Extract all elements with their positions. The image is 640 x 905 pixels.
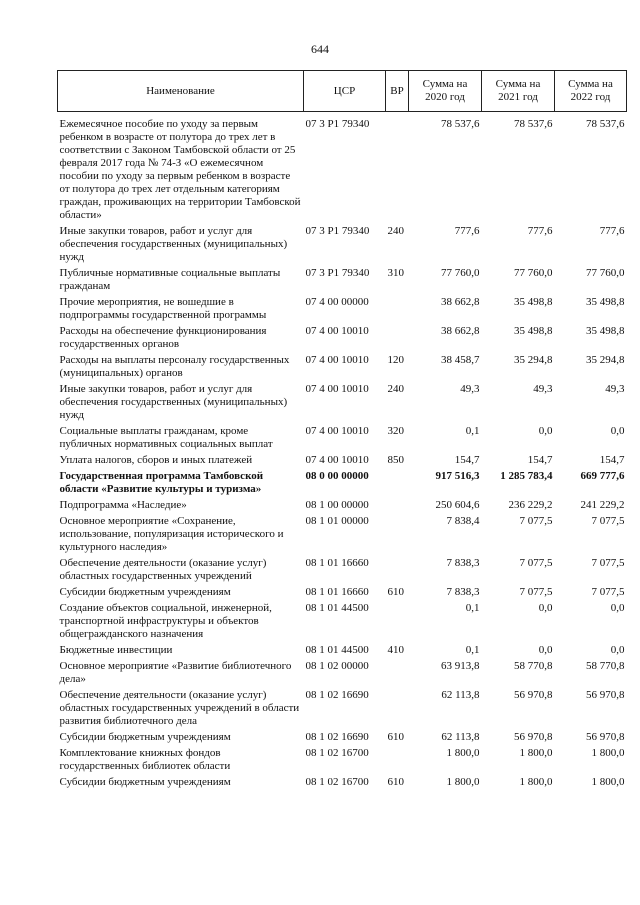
- table-row: [58, 112, 627, 225]
- table-header-row: [58, 71, 627, 112]
- row-vr: [386, 295, 409, 324]
- row-name: Иные закупки товаров, работ и услуг для обеспечения государственных (муниципальных) нужд: [59, 383, 288, 421]
- row-name: Бюджетные инвестиции: [59, 644, 173, 656]
- row-csr: 07 4 00 10010: [305, 454, 369, 466]
- row-name: Ежемесячное пособие по уходу за первым ребенком в возрасте от полутора до трех лет в соответствии с Законом Тамбовской области от 25 февраля 2017 года № 74-З «О ежемесячном пособии по уходу за первым ребенком в возрасте от полутора до трех лет отдельным категориям граждан, проживающих на территории Тамбовской области»: [59, 118, 301, 221]
- table-row: [58, 453, 627, 469]
- header-name: Наименование: [58, 71, 304, 112]
- row-name: Комплектование книжных фондов государственных библиотек области: [59, 747, 231, 772]
- row-name: Создание объектов социальной, инженерной, транспортной инфраструктуры и объектов общегражданского назначения: [59, 602, 272, 640]
- row-sum-2021: 1 800,0: [519, 776, 553, 788]
- row-sum-2020: 77 760,0: [441, 267, 480, 279]
- page-number: 644: [311, 42, 329, 56]
- header-sum-2020: Сумма на 2020 год: [409, 71, 482, 112]
- table-row: [58, 224, 627, 266]
- row-name: Основное мероприятие «Сохранение, использование, популяризация исторического и культурного наследия»: [59, 515, 284, 553]
- row-sum-2020: 917 516,3: [435, 470, 480, 482]
- row-vr: 240: [387, 383, 404, 395]
- row-csr: 07 4 00 10010: [305, 425, 369, 437]
- row-sum-2022: 669 777,6: [580, 470, 625, 482]
- row-name: Расходы на выплаты персоналу государственных (муниципальных) органов: [59, 354, 290, 379]
- row-sum-2020: 38 662,8: [441, 325, 480, 337]
- row-sum-2022: 35 498,8: [586, 296, 625, 308]
- row-sum-2021: 56 970,8: [514, 689, 553, 701]
- row-csr: 07 3 P1 79340: [305, 118, 370, 130]
- row-sum-2021: 35 294,8: [514, 354, 553, 366]
- row-csr: 08 1 01 16660: [305, 586, 369, 598]
- row-sum-2021: 56 970,8: [514, 731, 553, 743]
- row-sum-2022: 49,3: [605, 383, 625, 395]
- row-csr: 08 1 01 44500: [305, 602, 369, 614]
- row-csr: 08 1 00 00000: [305, 499, 369, 511]
- row-csr: 08 0 00 00000: [305, 470, 369, 482]
- row-csr: 08 1 02 16700: [305, 747, 369, 759]
- row-csr: 07 3 P1 79340: [305, 225, 370, 237]
- table-row: [58, 266, 627, 295]
- row-name: Обеспечение деятельности (оказание услуг) областных государственных учреждений: [59, 557, 267, 582]
- header-sum-2022: Сумма на 2022 год: [555, 71, 627, 112]
- row-name: Подпрограмма «Наследие»: [59, 499, 187, 511]
- row-csr: 08 1 02 00000: [305, 660, 369, 672]
- row-sum-2020: 49,3: [460, 383, 480, 395]
- row-sum-2020: 250 604,6: [435, 499, 480, 511]
- row-csr: 07 4 00 10010: [305, 354, 369, 366]
- row-sum-2020: 7 838,4: [446, 515, 480, 527]
- table-row: [58, 382, 627, 424]
- row-vr: [386, 514, 409, 556]
- row-sum-2021: 236 229,2: [508, 499, 553, 511]
- row-vr: 320: [387, 425, 404, 437]
- row-vr: [386, 601, 409, 643]
- row-vr: [386, 112, 409, 225]
- row-name: Иные закупки товаров, работ и услуг для обеспечения государственных (муниципальных) нужд: [59, 225, 288, 263]
- row-sum-2022: 35 498,8: [586, 325, 625, 337]
- table-row: [58, 643, 627, 659]
- table-row: [58, 424, 627, 453]
- row-sum-2020: 0,1: [465, 602, 480, 614]
- row-csr: 08 1 02 16690: [305, 689, 369, 701]
- table-row: [58, 746, 627, 775]
- row-name: Субсидии бюджетным учреждениям: [59, 776, 231, 788]
- row-sum-2022: 7 077,5: [591, 557, 625, 569]
- row-vr: [386, 556, 409, 585]
- row-sum-2021: 0,0: [538, 425, 553, 437]
- row-sum-2020: 0,1: [465, 425, 480, 437]
- row-sum-2022: 78 537,6: [586, 118, 625, 130]
- row-name: Прочие мероприятия, не вошедшие в подпрограммы государственной программы: [59, 296, 267, 321]
- row-sum-2021: 77 760,0: [514, 267, 553, 279]
- row-sum-2021: 0,0: [538, 602, 553, 614]
- row-csr: 07 4 00 10010: [305, 383, 369, 395]
- row-sum-2021: 58 770,8: [514, 660, 553, 672]
- table-row: [58, 688, 627, 730]
- table-row: [58, 498, 627, 514]
- row-csr: 08 1 02 16700: [305, 776, 369, 788]
- row-sum-2020: 38 662,8: [441, 296, 480, 308]
- row-name: Публичные нормативные социальные выплаты гражданам: [59, 267, 281, 292]
- row-vr: 850: [387, 454, 404, 466]
- table-body: [58, 112, 627, 792]
- header-vr: ВР: [386, 71, 409, 112]
- table-row: [58, 775, 627, 791]
- row-vr: 120: [387, 354, 404, 366]
- row-vr: [386, 469, 409, 498]
- row-sum-2022: 56 970,8: [586, 731, 625, 743]
- row-csr: 07 3 P1 79340: [305, 267, 370, 279]
- table-row: [58, 556, 627, 585]
- row-sum-2020: 63 913,8: [441, 660, 480, 672]
- row-vr: 310: [387, 267, 404, 279]
- row-sum-2022: 1 800,0: [591, 776, 625, 788]
- row-name: Уплата налогов, сборов и иных платежей: [59, 454, 253, 466]
- row-sum-2021: 78 537,6: [514, 118, 553, 130]
- row-vr: 240: [387, 225, 404, 237]
- row-sum-2022: 7 077,5: [591, 586, 625, 598]
- row-csr: 08 1 02 16690: [305, 731, 369, 743]
- row-sum-2020: 62 113,8: [441, 731, 480, 743]
- row-vr: [386, 498, 409, 514]
- table-row: [58, 730, 627, 746]
- row-vr: [386, 324, 409, 353]
- table-row: [58, 353, 627, 382]
- table-row: [58, 295, 627, 324]
- row-sum-2021: 777,6: [527, 225, 553, 237]
- row-sum-2022: 58 770,8: [586, 660, 625, 672]
- row-name: Социальные выплаты гражданам, кроме публичных нормативных социальных выплат: [59, 425, 273, 450]
- row-csr: 08 1 01 00000: [305, 515, 369, 527]
- row-sum-2022: 77 760,0: [586, 267, 625, 279]
- row-sum-2022: 35 294,8: [586, 354, 625, 366]
- row-sum-2021: 7 077,5: [519, 557, 553, 569]
- row-sum-2021: 35 498,8: [514, 325, 553, 337]
- row-sum-2020: 7 838,3: [446, 557, 480, 569]
- row-sum-2022: 56 970,8: [586, 689, 625, 701]
- row-sum-2022: 0,0: [610, 425, 625, 437]
- row-name: Субсидии бюджетным учреждениям: [59, 586, 231, 598]
- row-sum-2021: 49,3: [533, 383, 553, 395]
- row-sum-2020: 0,1: [465, 644, 480, 656]
- row-vr: 610: [387, 586, 404, 598]
- row-vr: 410: [387, 644, 404, 656]
- row-sum-2020: 62 113,8: [441, 689, 480, 701]
- row-sum-2022: 154,7: [599, 454, 625, 466]
- row-vr: [386, 746, 409, 775]
- row-vr: [386, 659, 409, 688]
- table-row: [58, 514, 627, 556]
- row-sum-2021: 7 077,5: [519, 586, 553, 598]
- row-csr: 07 4 00 00000: [305, 296, 369, 308]
- row-name: Основное мероприятие «Развитие библиотечного дела»: [59, 660, 292, 685]
- row-csr: 08 1 01 44500: [305, 644, 369, 656]
- table-row: [58, 585, 627, 601]
- row-name: Субсидии бюджетным учреждениям: [59, 731, 231, 743]
- row-sum-2020: 1 800,0: [446, 776, 480, 788]
- table-row: [58, 659, 627, 688]
- row-vr: 610: [387, 776, 404, 788]
- row-name: Расходы на обеспечение функционирования государственных органов: [59, 325, 267, 350]
- row-sum-2022: 0,0: [610, 644, 625, 656]
- row-sum-2020: 7 838,3: [446, 586, 480, 598]
- row-sum-2021: 1 285 783,4: [500, 470, 553, 482]
- row-sum-2022: 777,6: [599, 225, 625, 237]
- row-sum-2022: 241 229,2: [580, 499, 625, 511]
- row-sum-2020: 1 800,0: [446, 747, 480, 759]
- header-csr: ЦСР: [304, 71, 386, 112]
- budget-table: [57, 70, 627, 791]
- header-sum-2021: Сумма на 2021 год: [482, 71, 555, 112]
- row-sum-2021: 35 498,8: [514, 296, 553, 308]
- row-sum-2022: 0,0: [610, 602, 625, 614]
- row-vr: 610: [387, 731, 404, 743]
- table-row: [58, 601, 627, 643]
- row-name: Государственная программа Тамбовской области «Развитие культуры и туризма»: [59, 470, 264, 495]
- table-row: [58, 469, 627, 498]
- row-sum-2020: 78 537,6: [441, 118, 480, 130]
- row-sum-2020: 154,7: [454, 454, 480, 466]
- row-sum-2021: 1 800,0: [519, 747, 553, 759]
- row-sum-2021: 0,0: [538, 644, 553, 656]
- row-sum-2020: 777,6: [454, 225, 480, 237]
- row-sum-2022: 7 077,5: [591, 515, 625, 527]
- row-csr: 08 1 01 16660: [305, 557, 369, 569]
- row-sum-2021: 7 077,5: [519, 515, 553, 527]
- row-vr: [386, 688, 409, 730]
- row-sum-2020: 38 458,7: [441, 354, 480, 366]
- row-sum-2022: 1 800,0: [591, 747, 625, 759]
- table-row: [58, 324, 627, 353]
- row-name: Обеспечение деятельности (оказание услуг) областных государственных учреждений в области развития библиотечного дела: [59, 689, 300, 727]
- row-sum-2021: 154,7: [527, 454, 553, 466]
- row-csr: 07 4 00 10010: [305, 325, 369, 337]
